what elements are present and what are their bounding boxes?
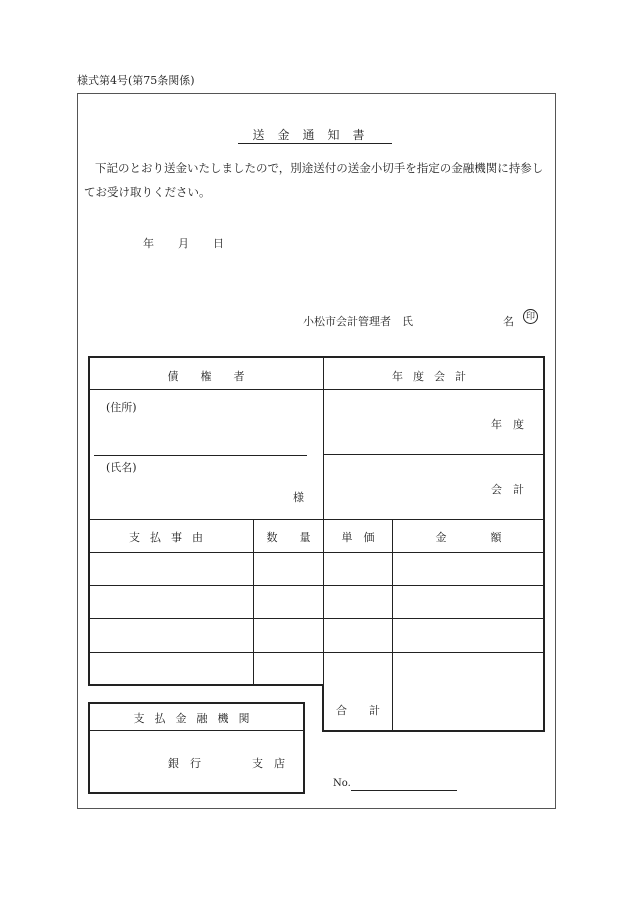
- fiscal-year-label: 年 度: [491, 418, 524, 431]
- total-border-bottom: [322, 730, 545, 732]
- detail-row-line-3: [89, 618, 544, 619]
- notice-text: 下記のとおり送金いたしましたので，別途送付の送金小切手を指定の金融機関に持参してお受け取りください。: [84, 161, 544, 199]
- branch-label: 支 店: [252, 757, 285, 770]
- number-label: No.: [333, 778, 351, 789]
- col-header-quantity: 数 量: [266, 531, 311, 544]
- detail-col-line-3: [392, 519, 393, 731]
- form-number-label: 様式第4号(第75条関係): [77, 74, 195, 87]
- honorific: 様: [293, 491, 304, 504]
- fiscal-header: 年度会計: [392, 370, 476, 383]
- document-title: 送金通知書: [0, 126, 630, 143]
- admin-title: 小松市会計管理者 氏: [303, 315, 413, 328]
- bank-header: 支払金融機関: [133, 712, 260, 725]
- detail-header-top-line: [89, 519, 544, 520]
- col-header-reason: 支払事由: [129, 531, 213, 544]
- seal-mark: 印: [523, 309, 538, 324]
- date-month-label: 月: [178, 237, 189, 250]
- col-header-amount: 金 額: [435, 531, 502, 544]
- detail-row-line-2: [89, 585, 544, 586]
- accounting-label: 会 計: [491, 483, 524, 496]
- table-border-left: [88, 356, 90, 685]
- admin-name-label: 名: [503, 315, 514, 328]
- col-header-unit-price: 単 価: [341, 531, 375, 544]
- date-year-label: 年: [143, 237, 154, 250]
- bank-border-top: [88, 702, 305, 704]
- creditor-header: 債 権 者: [167, 370, 245, 383]
- bank-label: 銀 行: [168, 757, 201, 770]
- total-label: 合 計: [336, 704, 380, 717]
- detail-row-line-1: [89, 552, 544, 553]
- bank-header-line: [89, 730, 303, 731]
- table-border-top: [88, 356, 545, 358]
- fiscal-row-line: [324, 454, 544, 455]
- address-label: (住所): [106, 401, 137, 414]
- detail-row-line-4: [89, 652, 544, 653]
- detail-col-line-2: [323, 519, 324, 731]
- address-underline: [94, 455, 307, 456]
- table-border-bottom-left: [88, 684, 324, 686]
- header-row-line: [89, 389, 544, 390]
- date-day-label: 日: [213, 237, 224, 250]
- number-underline: [351, 790, 457, 791]
- bank-border-bottom: [88, 792, 305, 794]
- name-label: (氏名): [106, 461, 137, 474]
